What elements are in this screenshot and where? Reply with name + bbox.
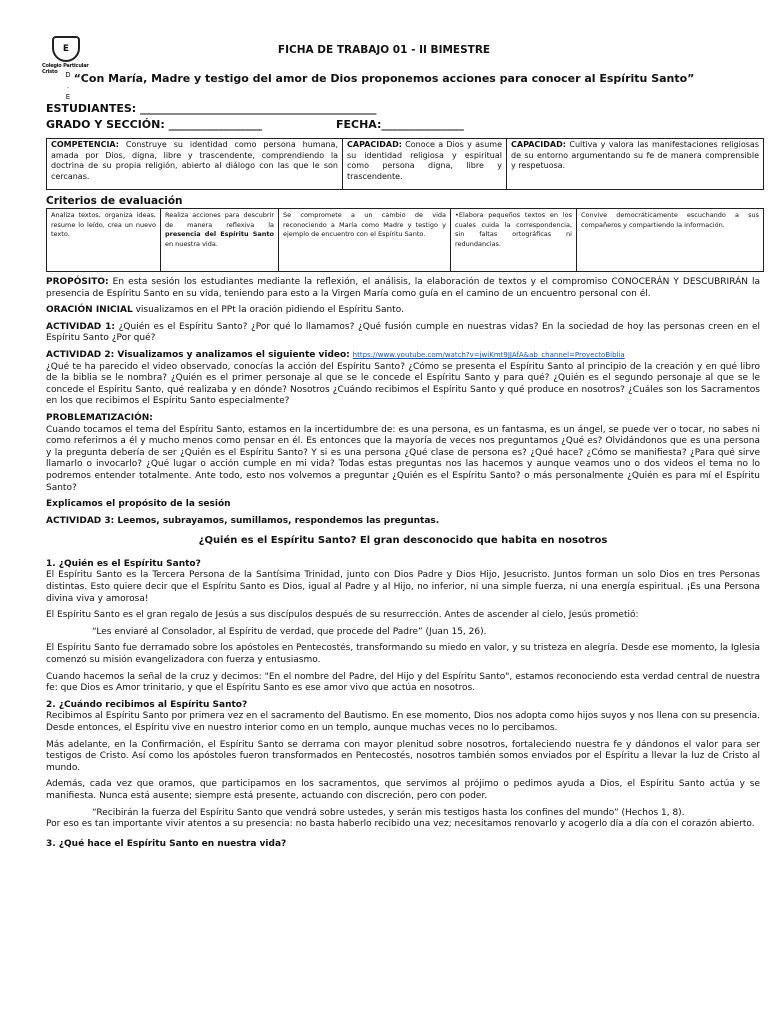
section-3: 3. ¿Qué hace el Espíritu Santo en nuestra vida?	[46, 838, 287, 849]
john-quote: “Les enviaré al Consolador, al Espíritu de verdad, que procede del Padre” (Juan 15, 26).	[92, 626, 487, 637]
competency-cell: COMPETENCIA: Construye su identidad como persona humana, amada por Dios, digna, libre y trascendente, comprendiendo la doctrina de su propia religión, abierto al diálogo con las que le son cercanas.	[47, 139, 343, 190]
logo-text: Colegio Particular Cristo	[42, 63, 89, 75]
section-1-paragraph-3: El Espíritu Santo fue derramado sobre los apóstoles en Pentecostés, transformando su miedo en valor, y su tristeza en alegría. Desde ese momento, la Iglesia comenzó su misión evangelizadora con fuerza y entusiasmo.	[46, 643, 760, 666]
activity-1: ACTIVIDAD 1: ¿Quién es el Espíritu Santo? ¿Por qué lo llamamos? ¿Qué fusión cumple en nuestras vidas? En la sociedad de hoy las personas creen en el Espíritu Santo ¿Por qué?	[46, 321, 761, 344]
activity-3: ACTIVIDAD 3: Leemos, subrayamos, sumillamos, respondemos las preguntas.	[46, 515, 440, 526]
students-field[interactable]: ESTUDIANTES: ___________________________________________	[46, 102, 377, 115]
criteria-cell-5: Convive democráticamente escuchando a sus compañeros y compartiendo la información.	[577, 209, 764, 272]
purpose-paragraph: PROPÓSITO: En esta sesión los estudiantes mediante la reflexión, el análisis, la elaboración de textos y el compromiso CONOCERÁN Y DESCUBRIRÁN la presencia de Espíritu Santo en su vida, teniendo para esto a la Virgen María como guía en el camino de un encuentro personal con él.	[46, 277, 760, 299]
reading-title: ¿Quién es el Espíritu Santo? El gran desconocido que habita en nosotros	[198, 535, 608, 547]
explain-purpose: Explicamos el propósito de la sesión	[46, 499, 231, 510]
activity-2: ACTIVIDAD 2: Visualizamos y analizamos el siguiente video: https://www.youtube.com/watch?v=jwiKmt9JJAfA&ab_channel=ProyectoBiblia ¿Qué te ha parecido el video observado, conocías la acción del Espíritu Santo? ¿Cómo se presenta el Espíritu Santo al principio de la creación y en qué libro de la biblia se le nombra? ¿Quién es el primer personaje al que se le concede el Espíritu Santo y para qué? ¿Quién es el segundo personaje al que se le concede el Espíritu Santo, qué realizaba y en dónde? Nosotros ¿Cuándo recibimos el Espíritu Santo y qué produce en nosotros? ¿Cuáles son los Sacramentos en los que recibimos el Espíritu Santo especialmente?	[46, 349, 760, 407]
shield-icon: E	[52, 36, 80, 62]
prayer-paragraph: ORACIÓN INICIAL visualizamos en el PPt la oración pidiendo el Espíritu Santo.	[46, 305, 404, 316]
worksheet-title: FICHA DE TRABAJO 01 - II BIMESTRE	[277, 44, 491, 56]
criteria-cell-2: Realiza acciones para descubrir de manera reflexiva la presencia del Espíritu Santo en nuestra vida.	[161, 209, 279, 272]
criteria-table	[46, 208, 764, 272]
competency-table	[46, 138, 764, 190]
section-2: 2. ¿Cuándo recibimos al Espíritu Santo? Recibimos al Espíritu Santo por primera vez en el sacramento del Bautismo. En ese momento, Dios nos adopta como hijos suyos y nos llena con su presencia. Desde entonces, el Espíritu vive en nuestro interior como en un templo, aunque muchas veces no lo percibamos.	[46, 699, 760, 733]
criteria-title: Criterios de evaluación	[46, 195, 183, 207]
video-link[interactable]: https://www.youtube.com/watch?v=jwiKmt9JJAfA&ab_channel=ProyectoBiblia	[352, 350, 625, 359]
grade-section-field[interactable]: GRADO Y SECCIÓN: _________________	[46, 118, 263, 131]
acts-quote: “Recibirán la fuerza del Espíritu Santo que vendrá sobre ustedes, y serán mis testigos hasta los confines del mundo” (Hechos 1, 8).	[92, 807, 685, 818]
logo-letters: D . E	[65, 71, 71, 101]
criteria-cell-3: Se compromete a un cambio de vida reconociendo a María como Madre y testigo y ejemplo de encuentro con el Espíritu Santo.	[279, 209, 451, 272]
worksheet-body	[46, 277, 760, 855]
capacity-cell-2: CAPACIDAD: Cultiva y valora las manifestaciones religiosas de su entorno argumentando su fe de manera comprensible y respetuosa.	[507, 139, 764, 190]
section-2-paragraph-4: Por eso es tan importante vivir atentos a su presencia: no basta haberlo recibido una vez; necesitamos renovarlo y acogerlo día a día con el corazón abierto.	[46, 819, 755, 830]
section-1-paragraph-4: Cuando hacemos la señal de la cruz y decimos: "En el nombre del Padre, del Hijo y del Espíritu Santo", estamos reconociendo esta verdad central de nuestra fe: que Dios es Amor trinitario, y que el Espíritu Santo es ese amor vivo que actúa en nosotros.	[46, 671, 760, 694]
date-field[interactable]: FECHA:_______________	[336, 118, 464, 131]
section-1-paragraph-2: El Espíritu Santo es el gran regalo de Jesús a sus discípulos después de su resurrección. Antes de ascender al cielo, Jesús prometió:	[46, 610, 639, 621]
criteria-cell-4: •Elabora pequeños textos en los cuales cuida la correspondencia, sin faltas ortográficas ni redundancias.	[451, 209, 577, 272]
section-2-paragraph-3: Además, cada vez que oramos, que participamos en los sacramentos, que servimos al prójimo o pedimos ayuda a Dios, el Espíritu Santo actúa y se manifiesta. Nunca está ausente; siempre está presente, actuando con discreción, pero con poder.	[46, 779, 760, 801]
problematization: PROBLEMATIZACIÓN: Cuando tocamos el tema del Espíritu Santo, estamos en la incertidumbre de: es una persona, es un fantasma, es un ángel, se puede ver o tocar, no sabes ni como referirnos a él y mucho menos como pensar en él. Es entonces que la mayoría de veces nos preguntamos ¿Qué es? Olvidándonos que es una persona y la pregunta debería de ser ¿Quién es el Espíritu Santo? Y si es una persona ¿Qué clase de persona es? ¿Qué hace? ¿Cómo se manifiesta? ¿Para qué sirve llamarlo o invocarlo? ¿Qué lugar o acción cumple en mi vida? Todas estas preguntas nos las hacemos y aunque veamos uno o dos videos el tema no lo podremos entender totalmente. Ante todo, esto nos volvemos a preguntar ¿Quién es el Espíritu Santo? o más personalmente ¿Quién es para mí el Espíritu Santo?	[46, 412, 760, 493]
worksheet-subtitle: “Con María, Madre y testigo del amor de Dios proponemos acciones para conocer al Espíritu Santo”	[73, 72, 695, 85]
criteria-cell-1: Analiza textos, organiza ideas, resume lo leído, crea un nuevo texto.	[47, 209, 161, 272]
section-2-paragraph-2: Más adelante, en la Confirmación, el Espíritu Santo se derrama con mayor plenitud sobre nosotros, fortaleciendo nuestra fe y dándonos el valor para ser testigos de Cristo. Así como los apóstoles fueron transformados en Pentecostés, nosotros también somos enviados por el Espíritu a llevar la luz de Cristo al mundo.	[46, 739, 760, 773]
capacity-cell-1: CAPACIDAD: Conoce a Dios y asume su identidad religiosa y espiritual como persona digna, libre y trascendente.	[343, 139, 507, 190]
section-1: 1. ¿Quién es el Espíritu Santo? El Espíritu Santo es la Tercera Persona de la Santísima Trinidad, junto con Dios Padre y Dios Hijo, Jesucristo. Juntos forman un solo Dios en tres Personas distintas. Esto quiere decir que el Espíritu Santo es Dios, igual al Padre y al Hijo, no inferior, ni una simple fuerza, ni una energía espiritual. ¡Es una Persona divina viva y amorosa!	[46, 558, 760, 604]
